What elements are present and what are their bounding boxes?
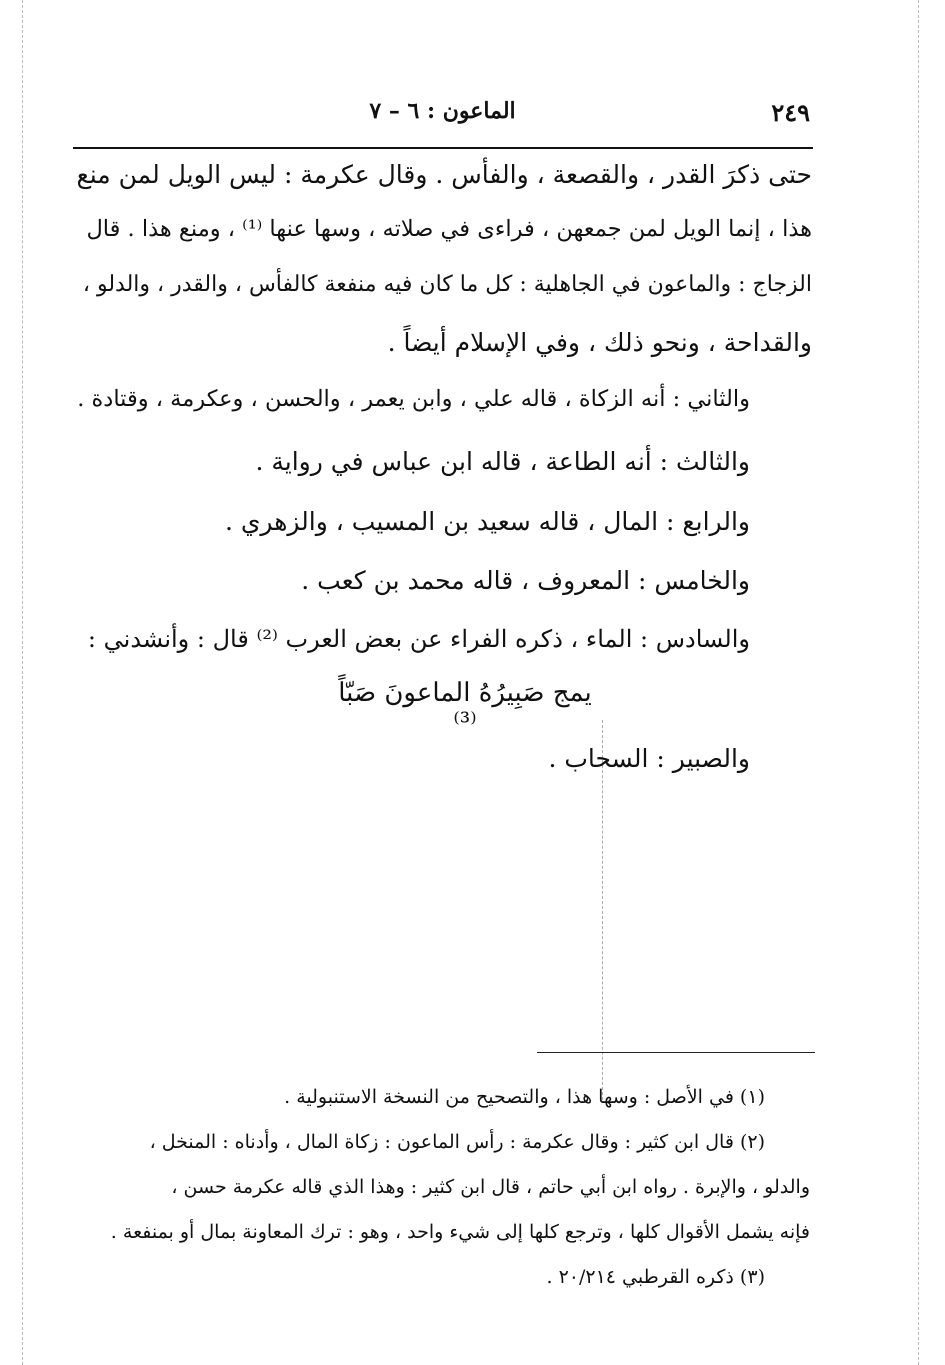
- header-rule: [73, 147, 813, 149]
- opinion-line: والسادس : الماء ، ذكره الفراء عن بعض العرب ⁽²⁾ قال : وأنشدني :: [87, 625, 750, 653]
- opinion-line: والخامس : المعروف ، قاله محمد بن كعب .: [301, 566, 750, 595]
- body-line: هذا ، إنما الويل لمن جمعهن ، فراءى في صلاته ، وسها عنها ⁽¹⁾ ، ومنع هذا . قال: [86, 216, 812, 242]
- footnote-2-cont: والدلو ، والإبرة . رواه ابن أبي حاتم ، قال ابن كثير : وهذا الذي قاله عكرمة حسن ،: [171, 1176, 810, 1198]
- footnote-rule: [537, 1052, 815, 1053]
- footnote-2-cont: فإنه يشمل الأقوال كلها ، وترجع كلها إلى شيء واحد ، وهو : ترك المعاونة بمال أو بمنفعة .: [110, 1221, 810, 1243]
- opinion-line: والرابع : المال ، قاله سعيد بن المسيب ، والزهري .: [224, 507, 750, 536]
- footnote-3: (٣) ذكره القرطبي ٢٠/٢١٤ .: [546, 1266, 765, 1288]
- footnotes: [80, 1075, 810, 1300]
- opinion-line: والثالث : أنه الطاعة ، قاله ابن عباس في رواية .: [255, 447, 750, 476]
- footnote-2: (٢) قال ابن كثير : وقال عكرمة : رأس الماعون : زكاة المال ، وأدناه : المنخل ،: [149, 1131, 765, 1153]
- page-header: [75, 98, 810, 138]
- body-line: الزجاج : والماعون في الجاهلية : كل ما كان فيه منفعة كالفأس ، والقدر ، والدلو ،: [82, 272, 812, 297]
- body-line: والقداحة ، ونحو ذلك ، وفي الإسلام أيضاً .: [387, 328, 812, 357]
- body-line: حتى ذكرَ القدر ، والقصعة ، والفأس . وقال عكرمة : ليس الويل لمن منع: [76, 160, 812, 189]
- footnote-1: (١) في الأصل : وسها هذا ، والتصحيح من النسخة الاستنبولية .: [284, 1086, 765, 1108]
- scan-fold-mark: [602, 720, 603, 1100]
- opinion-line: والثاني : أنه الزكاة ، قاله علي ، وابن يعمر ، والحسن ، وعكرمة ، وقتادة .: [77, 386, 750, 412]
- scan-edge-right: [918, 0, 919, 1365]
- running-head: الماعون : ٦ – ٧: [369, 98, 516, 124]
- closing-line: والصبير : السحاب .: [548, 744, 750, 773]
- scan-edge-left: [22, 0, 23, 1365]
- page-number: ٢٤٩: [771, 98, 810, 127]
- poetry-verse: يمج صَبِيرُهُ الماعونَ صَبّاً ⁽³⁾: [338, 678, 592, 738]
